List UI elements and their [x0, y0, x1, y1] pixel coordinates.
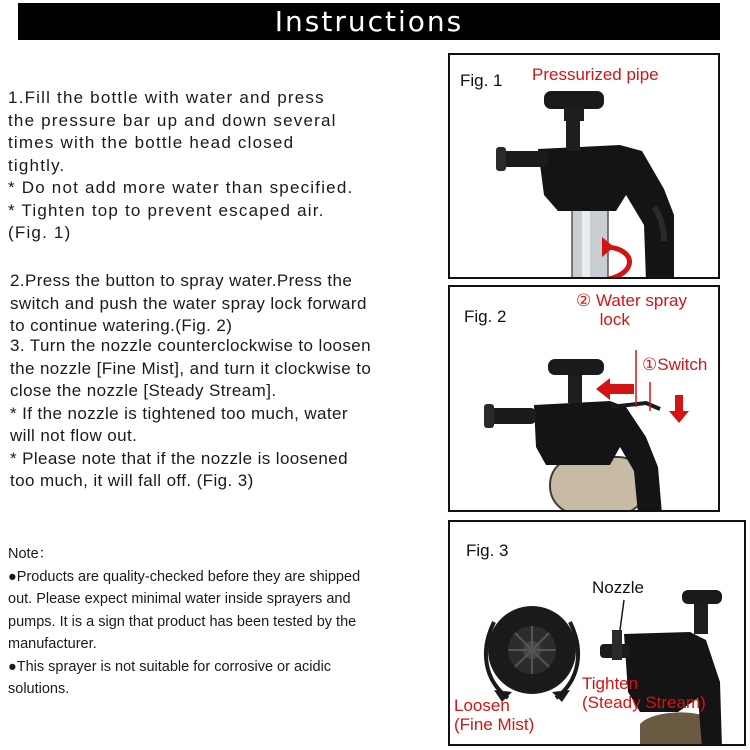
- step-3-text: 3. Turn the nozzle counterclockwise to loosen the nozzle [Fine Mist], and turn it clockwise to close the nozzle [Steady Stream]. * If the nozzle is tightened too much, water will not flow out. * Please note that if the nozzle is loosened too much, it will fall off. (Fig. 3): [10, 336, 372, 490]
- switch-callout: ①Switch: [642, 355, 708, 374]
- pressurized-pipe-callout: Pressurized pipe: [532, 65, 659, 84]
- figure-2-panel: [448, 285, 720, 512]
- nozzle-callout: Nozzle: [592, 578, 644, 597]
- note-corrosive-warning: ●This sprayer is not suitable for corrosive or acidic solutions.: [8, 658, 332, 697]
- water-spray-lock-callout: ② Water spray lock: [576, 291, 687, 329]
- figure-2-label: Fig. 2: [464, 307, 507, 326]
- notes-heading: Note：: [8, 546, 54, 562]
- figure-1-panel: [448, 53, 720, 279]
- notes-section: [8, 543, 448, 701]
- note-quality-check: ●Products are quality-checked before they are shipped out. Please expect minimal water inside sprayers and pumps. It is a sign that product has been tested by the manufacturer.: [8, 568, 361, 652]
- step-1-text: 1.Fill the bottle with water and press the pressure bar up and down several times with the bottle head closed tightly. * Do not add more water than specified. * Tighten top to prevent escaped air. (Fig. 1): [8, 88, 354, 242]
- step-2-text: 2.Press the button to spray water.Press the switch and push the water spray lock forward to continue watering.(Fig. 2): [10, 271, 367, 335]
- page-title: Instructions: [18, 3, 720, 40]
- tighten-steady-stream-callout: Tighten (Steady Stream): [582, 674, 706, 712]
- figure-1-label: Fig. 1: [460, 71, 503, 90]
- loosen-fine-mist-callout: Loosen (Fine Mist): [454, 696, 535, 734]
- figure-3-panel: [448, 520, 746, 746]
- figure-3-label: Fig. 3: [466, 541, 509, 560]
